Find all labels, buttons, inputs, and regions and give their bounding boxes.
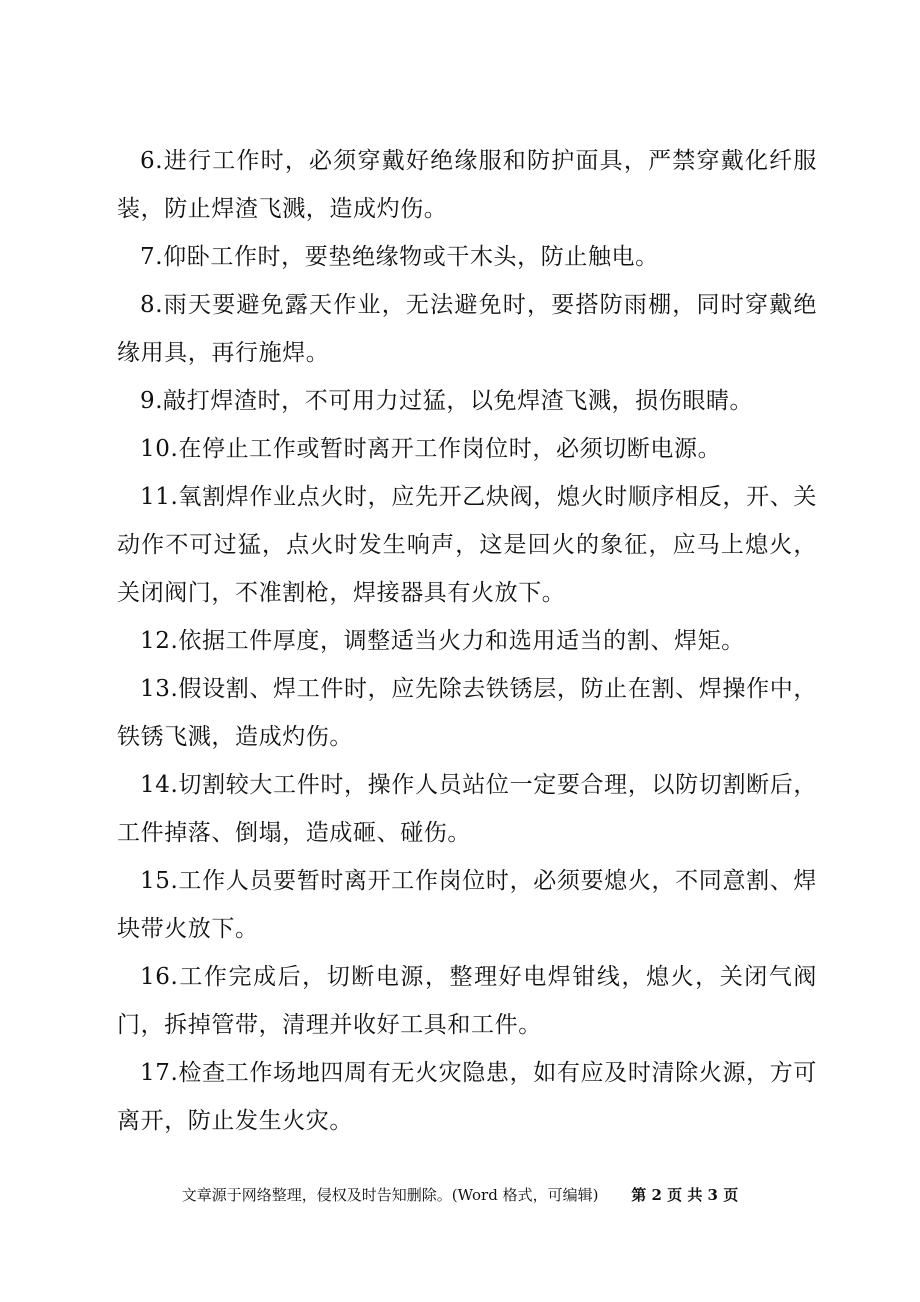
paragraph-item-15: 15.工作人员要暂时离开工作岗位时，必须要熄火，不同意割、焊块带火放下。 — [117, 868, 817, 942]
paragraph-item-17: 17.检查工作场地四周有无火灾隐患，如有应及时清除火源，方可离开，防止发生火灾。 — [117, 1060, 817, 1134]
paragraph-item-12: 12.依据工件厚度，调整适当火力和选用适当的割、焊矩。 — [140, 628, 745, 654]
paragraph-item-13: 13.假设割、焊工件时，应先除去铁锈层，防止在割、焊操作中，铁锈飞溅，造成灼伤。 — [117, 676, 817, 750]
document-body — [117, 137, 817, 1145]
paragraph-item-14: 14.切割较大工件时，操作人员站位一定要合理，以防切割断后，工件掉落、倒塌，造成砸、碰伤。 — [117, 772, 817, 846]
paragraph-item-9: 9.敲打焊渣时，不可用力过猛，以免焊渣飞溅，损伤眼睛。 — [140, 388, 754, 414]
page-indicator: 第 2 页 共 3 页 — [631, 1186, 739, 1204]
paragraph-item-16: 16.工作完成后，切断电源，整理好电焊钳线，熄火，关闭气阀门，拆掉管带，清理并收好工具和工件。 — [117, 964, 817, 1038]
paragraph-item-8: 8.雨天要避免露天作业，无法避免时，要搭防雨棚，同时穿戴绝缘用具，再行施焊。 — [117, 292, 817, 366]
paragraph-item-6: 6.进行工作时，必须穿戴好绝缘服和防护面具，严禁穿戴化纤服装，防止焊渣飞溅，造成灼伤。 — [117, 148, 817, 222]
paragraph-item-11: 11.氧割焊作业点火时，应先开乙炔阀，熄火时顺序相反，开、关动作不可过猛，点火时发生响声，这是回火的象征，应马上熄火，关闭阀门，不准割枪，焊接器具有火放下。 — [117, 484, 817, 606]
paragraph-item-7: 7.仰卧工作时，要垫绝缘物或干木头，防止触电。 — [140, 244, 659, 270]
paragraph-item-10: 10.在停止工作或暂时离开工作岗位时，必须切断电源。 — [140, 436, 722, 462]
footer-note: 文章源于网络整理，侵权及时告知删除。(Word 格式，可编辑) — [181, 1186, 599, 1204]
page-footer — [0, 1185, 920, 1205]
